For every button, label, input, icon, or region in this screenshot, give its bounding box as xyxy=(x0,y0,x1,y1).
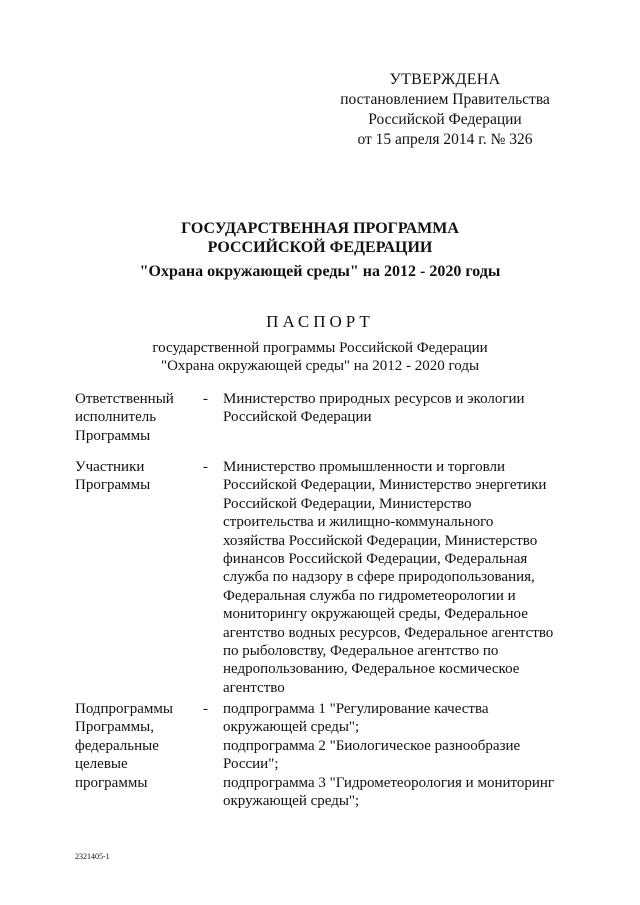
approval-block xyxy=(320,70,570,150)
value-line: подпрограмма 3 "Гидрометеорология и мониторинг xyxy=(223,774,555,791)
section-value xyxy=(223,458,563,697)
value-line: подпрограмма 2 "Биологическое разнообразие xyxy=(223,737,521,754)
approval-stamp: УТВЕРЖДЕНА xyxy=(389,71,501,88)
approval-line: Российской Федерации xyxy=(368,111,522,128)
value-line: по рыболовству, Федеральное агентство по xyxy=(223,643,499,660)
value-line: агентство xyxy=(223,679,285,696)
value-line: служба по надзору в сфере природопользования, xyxy=(223,569,535,586)
value-line: подпрограмма 1 "Регулирование качества xyxy=(223,701,489,717)
section-dash: - xyxy=(203,701,208,717)
label-line: целевые xyxy=(75,756,128,773)
label-line: программы xyxy=(75,774,148,791)
value-line: Федеральная служба по гидрометеорологии и xyxy=(223,587,516,604)
passport-subheading xyxy=(0,339,640,375)
value-line: Министерство промышленности и торговли xyxy=(223,459,505,475)
section-value xyxy=(223,390,563,427)
value-line: Министерство природных ресурсов и экологии xyxy=(223,391,525,407)
approval-line: постановлением Правительства xyxy=(340,91,550,108)
document-code: 2321405-1 xyxy=(75,852,110,861)
label-line: Программы, xyxy=(75,719,154,736)
value-line: мониторингу окружающей среды, Федеральное xyxy=(223,606,528,623)
label-line: федеральные xyxy=(75,737,159,754)
label-line: Ответственный xyxy=(75,391,174,407)
program-title-line: РОССИЙСКОЙ ФЕДЕРАЦИИ xyxy=(207,239,433,256)
section-label xyxy=(75,458,195,495)
value-line: окружающей среды"; xyxy=(223,719,360,736)
label-line: Подпрограммы xyxy=(75,701,173,717)
label-line: исполнитель xyxy=(75,409,157,426)
section-label xyxy=(75,390,195,445)
value-line: окружающей среды"; xyxy=(223,793,360,810)
value-line: недропользованию, Федеральное космическое xyxy=(223,661,520,678)
value-line: Российской Федерации xyxy=(223,409,372,426)
value-line: финансов Российской Федерации, Федеральная xyxy=(223,551,528,568)
passport-subheading-line: государственной программы Российской Федерации xyxy=(152,340,488,356)
passport-subheading-line: "Охрана окружающей среды" на 2012 - 2020 годы xyxy=(160,358,480,374)
value-line: хозяйства Российской Федерации, Министерство xyxy=(223,532,538,549)
section-value xyxy=(223,700,563,810)
label-line: Программы xyxy=(75,427,151,444)
section-dash: - xyxy=(203,459,208,475)
value-line: России"; xyxy=(223,756,279,773)
approval-date: от 15 апреля 2014 г. № 326 xyxy=(357,131,533,148)
value-line: Российской Федерации, Министерство xyxy=(223,495,472,512)
label-line: Участники xyxy=(75,459,145,475)
value-line: агентство водных ресурсов, Федеральное агентство xyxy=(223,624,554,641)
section-label xyxy=(75,700,195,792)
passport-heading: ПАСПОРТ xyxy=(266,312,374,331)
label-line: Программы xyxy=(75,477,151,494)
section-dash: - xyxy=(203,391,208,407)
value-line: Российской Федерации, Министерство энергетики xyxy=(223,477,547,494)
value-line: строительства и жилищно-коммунального xyxy=(223,514,494,531)
program-title-line: ГОСУДАРСТВЕННАЯ ПРОГРАММА xyxy=(181,220,459,237)
program-title xyxy=(0,219,640,257)
program-subtitle: "Охрана окружающей среды" на 2012 - 2020 годы xyxy=(139,263,501,280)
